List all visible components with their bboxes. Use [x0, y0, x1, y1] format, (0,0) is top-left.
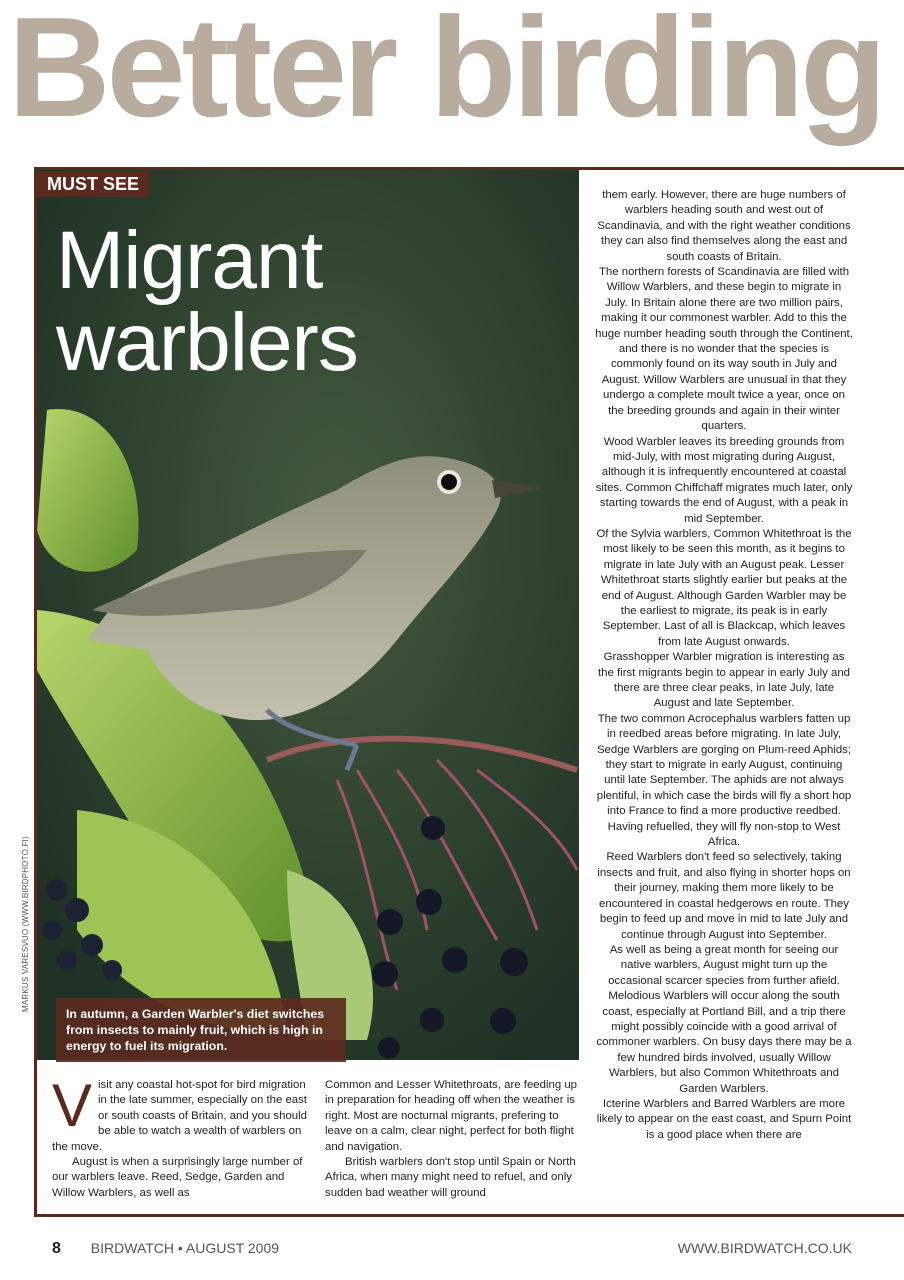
article-column-3: [595, 188, 853, 1143]
page-footer: [52, 1240, 852, 1258]
page-number: 8: [52, 1240, 61, 1257]
article-column-1: [52, 1072, 308, 1201]
col3-paragraph-5: Grasshopper Warbler migration is interesting as the first migrants begin to appear in early July and there are three clear peaks, in late July, late August and late September.: [598, 651, 850, 710]
must-see-badge: MUST SEE: [37, 171, 149, 197]
col3-paragraph-9: Icterine Warblers and Barred Warblers are more likely to appear on the east coast, and Spurn Point is a good place when there are: [596, 1097, 852, 1141]
col1-paragraph-1: isit any coastal hot-spot for bird migration in the late summer, especially on the east or south coasts of Britain, and you should be able to watch a wealth of warblers on the move.: [52, 1079, 307, 1153]
photo-credit: MARKUS VARESVUO (WWW.BIRDPHOTO.FI): [21, 836, 30, 1012]
frame-bottom-rule: [34, 1214, 904, 1217]
article-column-2: [325, 1078, 579, 1201]
col3-paragraph-7: Reed Warblers don't feed so selectively, taking insects and fruit, and also flying in shorter hops on their journey, making them more likely to be encountered in coastal hedgerows en route. They begin to feed up and move in mid to late July and continue through August into September.: [597, 851, 851, 941]
col2-paragraph-2: British warblers don't stop until Spain or North Africa, when many might need to refuel, and only sudden bad weather will ground: [325, 1156, 576, 1199]
website-link[interactable]: WWW.BIRDWATCH.CO.UK: [677, 1240, 852, 1256]
col3-paragraph-8: As well as being a great month for seeing our native warblers, August might turn up the occasional scarcer species from further afield. Melodious Warblers will occur along the south coast, especially at Portland Bill, and a trip there might possibly coincide with a good arrival of commoner warblers. On busy days there may be a few hundred birds involved, usually Willow Warblers, but also Common Whitethroats and Garden Warblers.: [596, 943, 852, 1095]
col1-paragraph-2: August is when a surprisingly large number of our warblers leave. Reed, Sedge, Garden and Willow Warblers, as well as: [52, 1156, 303, 1199]
col2-paragraph-1: Common and Lesser Whitethroats, are feeding up in preparation for heading off when the weather is right. Most are nocturnal migrants, prefering to leave on a calm, clear night, perfect for both flight and navigation.: [325, 1079, 577, 1153]
col3-paragraph-2: The northern forests of Scandinavia are filled with Willow Warblers, and these begin to migrate in July. In Britain alone there are two million pairs, making it our commonest warbler. Add to this the huge number heading south through the Continent, and there is no wonder that the species is commonly found on its way south in July and August. Willow Warblers are unusual in that they undergo a complete moult twice a year, once on the breeding grounds and again in their winter quarters.: [595, 266, 853, 433]
drop-cap: V: [52, 1072, 93, 1139]
col3-paragraph-4: Of the Sylvia warblers, Common Whitethroat is the most likely to be seen this month, as it begins to migrate in late July with an August peak. Lesser Whitethroat starts slightly earlier but peaks at the end of August. Although Garden Warbler may be the earliest to migrate, its peak is in early September. Last of all is Blackcap, which leaves from late August onwards.: [596, 527, 852, 648]
headline-line-1: Migrant: [56, 215, 323, 306]
photo-caption: In autumn, a Garden Warbler's diet switches from insects to mainly fruit, which is high in energy to fuel its migration.: [56, 998, 346, 1062]
col3-paragraph-3: Wood Warbler leaves its breeding grounds from mid-July, with most migrating during August, although it is infrequently encountered at coastal sites. Common Chiffchaff migrates much later, only starting towards the end of August, with a peak in mid September.: [595, 435, 853, 525]
col3-paragraph-6: The two common Acrocephalus warblers fatten up in reedbed areas before migrating. In late July, Sedge Warblers are gorging on Plum-reed Aphids; they start to migrate in early August, continuing until late September. The aphids are not always plentiful, in which case the birds will fly a short hop into France to find a more productive reedbed. Having refuelled, they will fly non-stop to West Africa.: [596, 712, 852, 849]
headline-line-2: warblers: [56, 297, 358, 388]
publication-info: BIRDWATCH • AUGUST 2009: [90, 1240, 280, 1256]
col3-paragraph-1: them early. However, there are huge numbers of warblers heading south and west out of Scandinavia, and with the right weather conditions they can also find themselves along the east and south coasts of Britain.: [597, 189, 851, 263]
masthead-title: Better birding: [8, 0, 883, 147]
article-headline: [56, 215, 358, 388]
